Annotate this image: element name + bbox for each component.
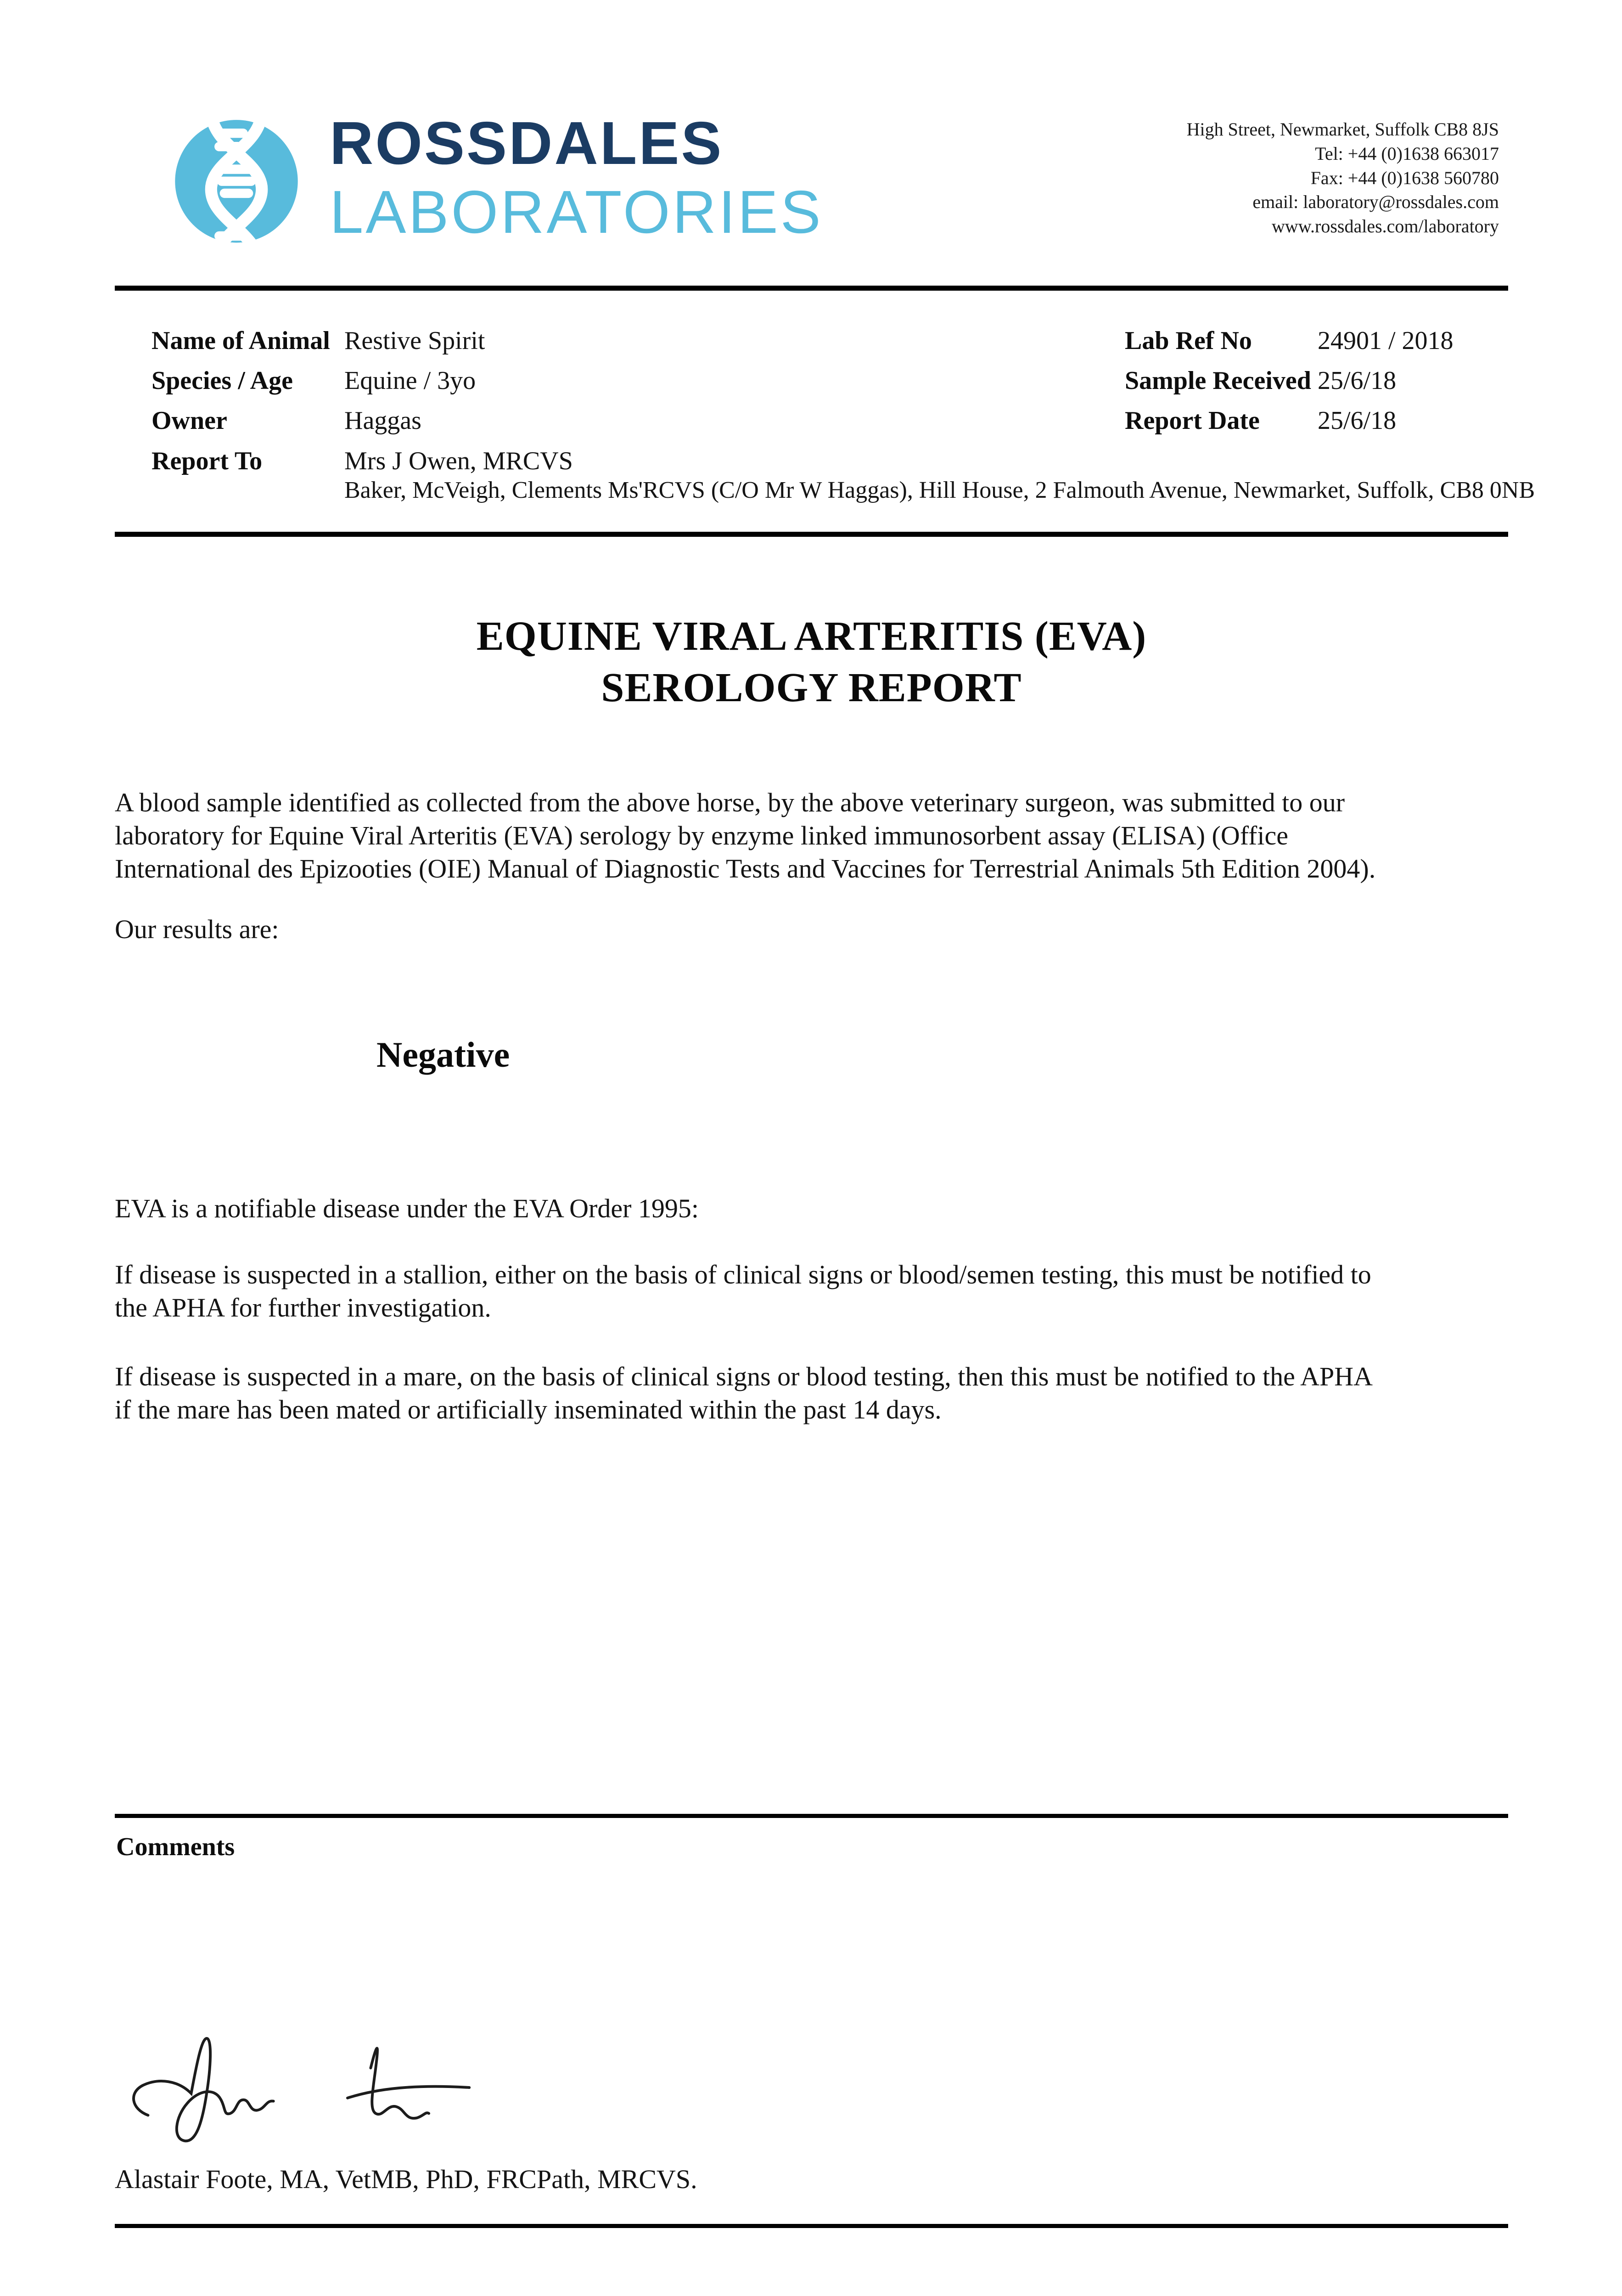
contact-address: High Street, Newmarket, Suffolk CB8 8JS [1186, 119, 1499, 140]
value-lab-ref-no: 24901 / 2018 [1318, 326, 1454, 355]
value-sample-received: 25/6/18 [1318, 366, 1397, 395]
contact-fax: Fax: +44 (0)1638 560780 [1310, 167, 1499, 188]
contact-block [1187, 118, 1499, 239]
label-species-age: Species / Age [152, 366, 293, 395]
label-report-to: Report To [152, 447, 263, 475]
mare-paragraph-line: If disease is suspected in a mare, on the basis of clinical signs or blood testing, then this must be notified to the APHA [115, 1362, 1373, 1391]
value-name-of-animal: Restive Spirit [344, 326, 485, 355]
label-name-of-animal: Name of Animal [152, 326, 330, 355]
stallion-paragraph-line: the APHA for further investigation. [115, 1293, 491, 1322]
stallion-paragraph-line: If disease is suspected in a stallion, either on the basis of clinical signs or blood/semen testing, this must be notified to [115, 1260, 1371, 1289]
report-title-line2: SEROLOGY REPORT [601, 664, 1022, 710]
report-title [115, 611, 1508, 713]
label-owner: Owner [152, 406, 227, 435]
footer-divider [115, 2224, 1508, 2228]
value-report-to: Mrs J Owen, MRCVS [344, 447, 573, 475]
label-report-date: Report Date [1125, 406, 1260, 435]
report-title-line1: EQUINE VIRAL ARTERITIS (EVA) [476, 613, 1147, 659]
signoff-name: Alastair Foote, MA, VetMB, PhD, FRCPath, MRCVS. [115, 2164, 697, 2194]
contact-website: www.rossdales.com/laboratory [1271, 216, 1499, 237]
value-species-age: Equine / 3yo [344, 366, 476, 395]
contact-email: email: laboratory@rossdales.com [1252, 191, 1499, 213]
dna-helix-circle-icon [163, 107, 310, 277]
mare-paragraph-line: if the mare has been mated or artificially inseminated within the past 14 days. [115, 1395, 942, 1424]
value-report-date: 25/6/18 [1318, 406, 1397, 435]
comments-divider [115, 1814, 1508, 1818]
label-sample-received: Sample Received [1125, 366, 1311, 395]
intro-paragraph-line: International des Epizooties (OIE) Manual of Diagnostic Tests and Vaccines for Terrestrial Animals 5th Edition 2004). [115, 854, 1376, 884]
brand-name-top: ROSSDALES [330, 109, 724, 177]
result-value: Negative [376, 1035, 510, 1075]
intro-paragraph-line: laboratory for Equine Viral Arteritis (EVA) serology by enzyme linked immunosorbent assay (ELISA) (Office [115, 821, 1288, 850]
details-divider [115, 532, 1508, 537]
comments-heading: Comments [116, 1833, 235, 1861]
label-lab-ref-no: Lab Ref No [1125, 326, 1252, 355]
contact-tel: Tel: +44 (0)1638 663017 [1315, 143, 1499, 164]
value-owner: Haggas [344, 406, 421, 435]
intro-paragraph-line: A blood sample identified as collected from the above horse, by the above veterinary surgeon, was submitted to our [115, 788, 1345, 817]
results-intro: Our results are: [115, 914, 279, 944]
header-divider [115, 286, 1508, 291]
notifiable-statement: EVA is a notifiable disease under the EVA Order 1995: [115, 1193, 699, 1223]
brand-name-bottom: LABORATORIES [330, 178, 823, 246]
value-report-to-address: Baker, McVeigh, Clements Ms'RCVS (C/O Mr W Haggas), Hill House, 2 Falmouth Avenue, Newmarket, Suffolk, CB8 0NB [344, 477, 1535, 503]
signature-image [123, 2024, 477, 2152]
